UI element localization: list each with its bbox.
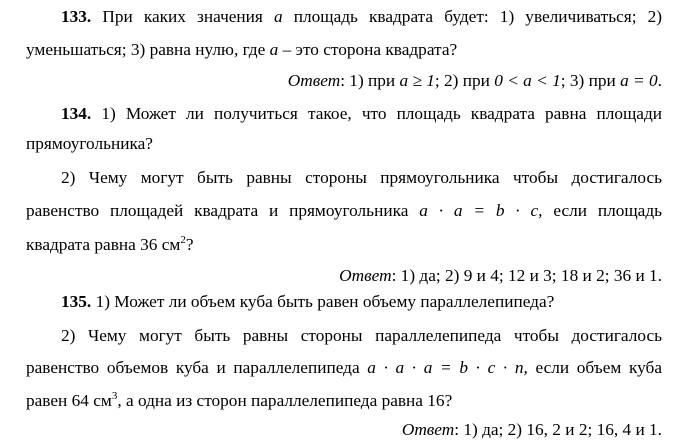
answer-text: : 1) да; 2) 16, 2 и 2; 16, 4 и 1. [454, 420, 662, 439]
answer-math-3: a = 0 [620, 71, 658, 90]
answer-end: . [657, 71, 662, 90]
superscript-3: 3 [111, 390, 118, 402]
problem-135-line-4 [26, 388, 662, 414]
problem-134-number: 134. [61, 104, 92, 123]
problem-134-question-1: 1) Может ли получиться такое, что площадь квадрата равна площади [101, 104, 662, 123]
problem-135-text-c: равен 64 см [26, 391, 112, 410]
problem-133-text-c: уменьшаться; 3) равна нулю, где [26, 40, 266, 59]
problem-135-question-1: 1) Может ли объем куба быть равен объему параллелепипеда? [95, 292, 555, 311]
problem-134-line-1 [61, 101, 662, 127]
problem-134-formula: a · a = b · c, [419, 201, 543, 220]
problem-133-text-a: При каких значения [102, 7, 263, 26]
problem-133-text-d: – это сторона квадрата? [282, 40, 458, 59]
problem-134-text-b: если площадь [553, 201, 662, 220]
problem-134-line-2: прямоугольника? [26, 134, 153, 153]
problem-133-line-1 [61, 4, 662, 30]
answer-label: Ответ [339, 266, 392, 285]
problem-134-text-a: равенство площадей квадрата и прямоугольника [26, 201, 409, 220]
problem-134-text-c: квадрата равна 36 см [26, 235, 181, 254]
problem-135-question-2: 2) Чему могут быть равны стороны параллелепипеда чтобы достигалось [61, 326, 662, 345]
problem-135-line-1 [61, 289, 662, 315]
answer-math-2: 0 < a < 1 [494, 71, 561, 90]
answer-part-3: ; 3) при [560, 71, 616, 90]
problem-134-question-2: 2) Чему могут быть равны стороны прямоугольника чтобы достигалось [61, 168, 662, 187]
answer-part-2: ; 2) при [434, 71, 490, 90]
problem-134-answer [26, 263, 662, 289]
problem-133-var-a: a [274, 7, 283, 26]
answer-part-1: : 1) при [340, 71, 396, 90]
answer-text: : 1) да; 2) 9 и 4; 12 и 3; 18 и 2; 36 и 1. [391, 266, 662, 285]
problem-135-formula: a · a · a = b · c · n, [367, 358, 528, 377]
answer-label: Ответ [287, 71, 341, 90]
problem-134-line-4 [26, 198, 662, 224]
problem-133-var-a-2: a [269, 40, 279, 59]
problem-135-text-a: равенство объемов куба и параллелепипеда [26, 358, 360, 377]
superscript-2: 2 [180, 234, 186, 246]
problem-135-text-b: если объем куба [535, 358, 662, 377]
answer-math-1: a ≥ 1 [399, 71, 435, 90]
problem-134-text-d: ? [185, 235, 194, 254]
problem-135-text-d: , а одна из сторон параллелепипеда равна 16? [117, 391, 453, 410]
problem-133-number: 133. [61, 7, 92, 26]
problem-135-line-3 [26, 355, 662, 381]
problem-133-line-2 [26, 37, 662, 63]
problem-135-number: 135. [61, 292, 92, 311]
answer-label: Ответ [401, 420, 455, 439]
problem-135-answer [26, 417, 662, 443]
problem-134-line-5 [26, 232, 662, 258]
problem-133-text-b: площадь квадрата будет: 1) увеличиваться; 2) [293, 7, 662, 26]
problem-133-answer [26, 68, 662, 94]
